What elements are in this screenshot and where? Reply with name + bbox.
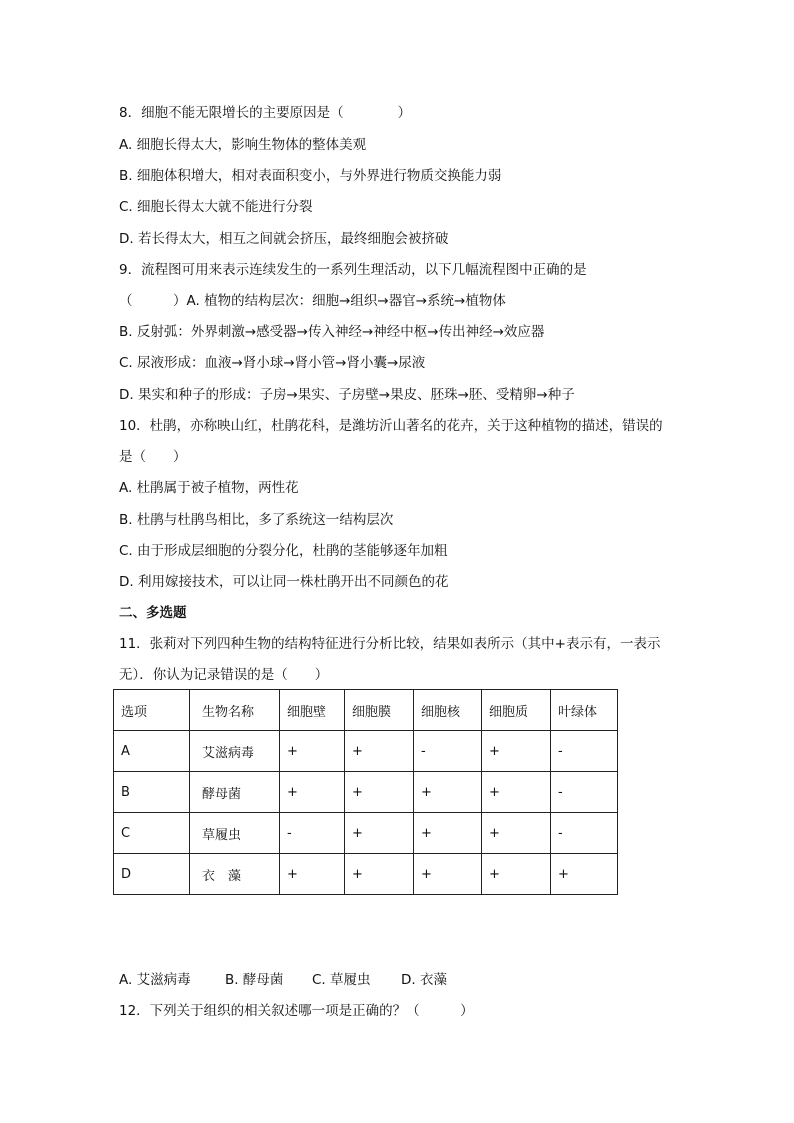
q11-options [119, 970, 447, 990]
table-header-cell: 叶绿体 [551, 690, 618, 731]
table-header-cell: 生物名称 [190, 690, 280, 731]
q10-option-a: A. 杜鹃属于被子植物，两性花 [119, 480, 299, 496]
q11-option-b: B. 酵母菌 [225, 972, 284, 988]
q8-option-b: B. 细胞体积增大，相对表面积变小，与外界进行物质交换能力弱 [119, 168, 502, 184]
q8-option-c: C. 细胞长得太大就不能进行分裂 [119, 199, 313, 215]
q9-option-b: B. 反射弧：外界刺激→感受器→传入神经→神经中枢→传出神经→效应器 [119, 324, 545, 340]
table-cell: + [345, 854, 414, 895]
table-header-row [114, 690, 618, 731]
structure-table [113, 689, 618, 895]
table-cell: - [551, 813, 618, 854]
table-cell: - [551, 772, 618, 813]
table-header-cell: 细胞膜 [345, 690, 414, 731]
table-cell: + [482, 854, 551, 895]
table-cell: + [345, 731, 414, 772]
section-heading: 二、多选题 [119, 605, 187, 621]
table-cell: + [482, 772, 551, 813]
table-cell: D [114, 854, 190, 895]
q9-stem-line2: （ ）A. 植物的结构层次：细胞→组织→器官→系统→植物体 [119, 293, 506, 309]
q10-option-c: C. 由于形成层细胞的分裂分化，杜鹃的茎能够逐年加粗 [119, 543, 448, 559]
q8-option-a: A. 细胞长得太大，影响生物体的整体美观 [119, 137, 367, 153]
table-cell: 酵母菌 [190, 772, 280, 813]
q11-option-d: D. 衣藻 [401, 972, 447, 988]
table-header-cell: 细胞核 [414, 690, 482, 731]
table-cell: + [414, 772, 482, 813]
table-cell: + [280, 731, 345, 772]
table-cell: + [482, 731, 551, 772]
table-cell: 衣 藻 [190, 854, 280, 895]
q10-stem-line1: 10．杜鹃，亦称映山红，杜鹃花科，是潍坊沂山著名的花卉，关于这种植物的描述，错误的 [119, 418, 663, 434]
q8-option-d: D. 若长得太大，相互之间就会挤压，最终细胞会被挤破 [119, 231, 449, 247]
q10-option-b: B. 杜鹃与杜鹃鸟相比，多了系统这一结构层次 [119, 512, 394, 528]
table-cell: - [280, 813, 345, 854]
table-cell: + [414, 854, 482, 895]
table-row [114, 772, 618, 813]
q8-stem: 8．细胞不能无限增长的主要原因是（ ） [119, 105, 412, 121]
table-cell: 艾滋病毒 [190, 731, 280, 772]
table-cell: C [114, 813, 190, 854]
table-cell: + [482, 813, 551, 854]
table-cell: + [280, 854, 345, 895]
q11-option-a: A. 艾滋病毒 [119, 972, 191, 988]
q10-stem-line2: 是（ ） [119, 449, 187, 465]
q11-option-c: C. 草履虫 [312, 972, 371, 988]
q11-stem-line1: 11．张莉对下列四种生物的结构特征进行分析比较，结果如表所示（其中+表示有，一表示 [119, 636, 661, 652]
table-header-cell: 选项 [114, 690, 190, 731]
q9-option-c: C. 尿液形成：血液→肾小球→肾小管→肾小囊→尿液 [119, 355, 426, 371]
q11-stem-line2: 无）．你认为记录错误的是（ ） [119, 667, 329, 683]
table-cell: + [345, 772, 414, 813]
table-row [114, 854, 618, 895]
table-cell: + [280, 772, 345, 813]
table-cell: + [551, 854, 618, 895]
table-cell: + [345, 813, 414, 854]
q9-stem-line1: 9．流程图可用来表示连续发生的一系列生理活动，以下几幅流程图中正确的是 [119, 262, 587, 278]
table-header-cell: 细胞质 [482, 690, 551, 731]
q9-option-d: D. 果实和种子的形成：子房→果实、子房壁→果皮、胚珠→胚、受精卵→种子 [119, 387, 575, 403]
table-row [114, 731, 618, 772]
q12-stem: 12．下列关于组织的相关叙述哪一项是正确的？（ ） [119, 1003, 474, 1019]
table-cell: + [414, 813, 482, 854]
table-cell: A [114, 731, 190, 772]
table-header-cell: 细胞壁 [280, 690, 345, 731]
table-cell: - [551, 731, 618, 772]
q10-option-d: D. 利用嫁接技术，可以让同一株杜鹃开出不同颜色的花 [119, 574, 449, 590]
table-cell: B [114, 772, 190, 813]
table-row [114, 813, 618, 854]
table-cell: - [414, 731, 482, 772]
table-cell: 草履虫 [190, 813, 280, 854]
